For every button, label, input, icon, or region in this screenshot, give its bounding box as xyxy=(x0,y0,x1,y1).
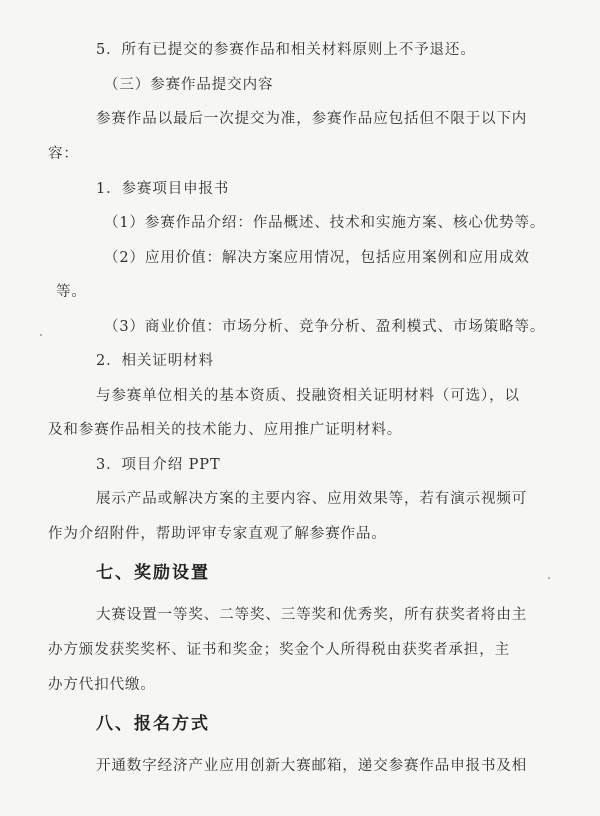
item-1-sub-2-line-2: 等。 xyxy=(56,284,87,300)
section-heading-awards: 七、奖励设置 xyxy=(96,563,210,583)
item-3-line-1: 展示产品或解决方案的主要内容、应用效果等，若有演示视频可 xyxy=(96,491,528,507)
section-heading-signup: 八、报名方式 xyxy=(96,714,210,734)
awards-line-2: 办方颁发获奖奖杯、证书和奖金；奖金个人所得税由获奖者承担，主 xyxy=(48,642,510,658)
item-2-line-2: 及和参赛作品相关的技术能力、应用推广证明材料。 xyxy=(48,422,403,438)
item-3-title: 3．项目介绍 PPT xyxy=(96,457,221,473)
subheading-submission-content: （三）参赛作品提交内容 xyxy=(104,77,274,93)
paragraph-return-policy: 5．所有已提交的参赛作品和相关材料原则上不予退还。 xyxy=(96,42,476,58)
awards-line-3: 办方代扣代缴。 xyxy=(48,677,156,693)
intro-line-2: 容： xyxy=(48,146,79,162)
item-3-line-2: 作为介绍附件，帮助评审专家直观了解参赛作品。 xyxy=(48,526,387,542)
item-1-sub-2-line-1: （2）应用价值：解决方案应用情况，包括应用案例和应用成效 xyxy=(104,250,530,266)
item-2-title: 2．相关证明材料 xyxy=(96,353,214,369)
scan-speck xyxy=(548,577,550,579)
item-1-sub-3: （3）商业价值：市场分析、竞争分析、盈利模式、市场策略等。 xyxy=(104,319,546,335)
item-1-sub-1: （1）参赛作品介绍：作品概述、技术和实施方案、核心优势等。 xyxy=(104,215,546,231)
signup-line-1: 开通数字经济产业应用创新大赛邮箱，递交参赛作品申报书及相 xyxy=(96,758,528,774)
awards-line-1: 大赛设置一等奖、二等奖、三等奖和优秀奖，所有获奖者将由主 xyxy=(96,607,528,623)
scan-speck xyxy=(40,334,42,336)
item-1-title: 1．参赛项目申报书 xyxy=(96,181,230,197)
item-2-line-1: 与参赛单位相关的基本资质、投融资相关证明材料（可选），以 xyxy=(96,388,520,404)
intro-line-1: 参赛作品以最后一次提交为准，参赛作品应包括但不限于以下内 xyxy=(96,111,528,127)
